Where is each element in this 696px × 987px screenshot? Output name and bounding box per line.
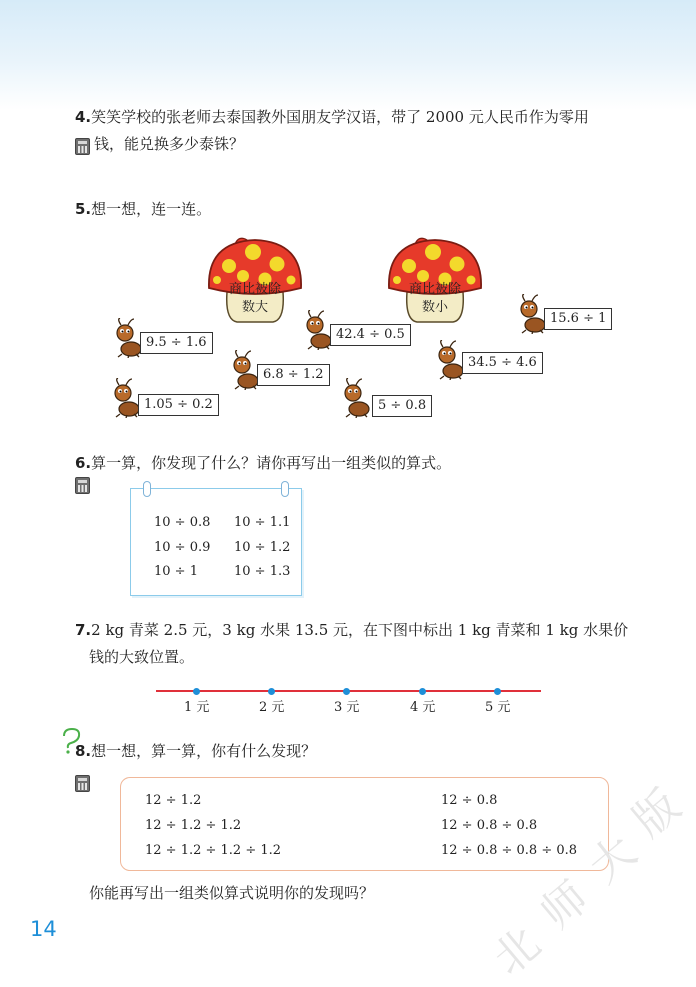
- number-line-point[interactable]: [494, 688, 501, 695]
- q6-expression: 10 ÷ 0.9: [154, 540, 211, 555]
- number-line-point[interactable]: [343, 688, 350, 695]
- calculator-icon: [75, 477, 90, 494]
- mushroom-left-label: 商比被除数大: [228, 282, 281, 315]
- question-8-text: 想一想，算一算，你有什么发现？: [91, 742, 317, 760]
- paper-clip-icon: [143, 481, 151, 497]
- q6-expression: 10 ÷ 1: [154, 564, 198, 579]
- question-8-frame: [120, 777, 609, 871]
- expression-card[interactable]: 5 ÷ 0.8: [372, 395, 432, 417]
- number-line-point[interactable]: [193, 688, 200, 695]
- question-8-title: [75, 738, 316, 765]
- question-4-line-1: [75, 104, 635, 131]
- header-band: [0, 0, 696, 110]
- question-4-text-2: 钱，能兑换多少泰铢？: [94, 135, 245, 153]
- ant-icon: [340, 378, 372, 418]
- calculator-icon: [75, 775, 90, 792]
- watermark-char: 北: [483, 917, 551, 986]
- number-line-label: 5 元: [485, 700, 511, 715]
- mushroom-right-label: 商比被除数小: [408, 282, 461, 315]
- question-8-number: 8.: [75, 742, 92, 760]
- question-7-line-2: [75, 644, 635, 671]
- expression-card[interactable]: 34.5 ÷ 4.6: [462, 352, 543, 374]
- question-8-followup: 你能再写出一组类似算式说明你的发现吗？: [89, 884, 375, 902]
- question-6-text: 算一算，你发现了什么？请你再写出一组类似的算式。: [91, 454, 452, 472]
- question-5-text: 想一想，连一连。: [91, 200, 212, 218]
- q6-expression: 10 ÷ 1.2: [234, 540, 291, 555]
- expression-card[interactable]: 9.5 ÷ 1.6: [140, 332, 213, 354]
- expression-card[interactable]: 6.8 ÷ 1.2: [257, 364, 330, 386]
- question-7: [75, 617, 635, 671]
- question-6-number: 6.: [75, 454, 92, 472]
- expression-card[interactable]: 1.05 ÷ 0.2: [138, 394, 219, 416]
- question-7-number: 7.: [75, 621, 92, 639]
- q8-expression: 12 ÷ 0.8 ÷ 0.8 ÷ 0.8: [441, 843, 578, 858]
- question-4-line-2: [75, 131, 635, 158]
- number-line-label: 1 元: [184, 700, 210, 715]
- number-line-label: 4 元: [410, 700, 436, 715]
- number-line[interactable]: [156, 690, 541, 692]
- paper-clip-icon: [281, 481, 289, 497]
- q6-expression: 10 ÷ 1.3: [234, 564, 291, 579]
- question-4-number: 4.: [75, 108, 92, 126]
- question-4: [75, 104, 635, 158]
- watermark-char: 版: [623, 779, 691, 848]
- pinned-note: [130, 488, 302, 596]
- question-7-line-1: [75, 617, 635, 644]
- number-line-point[interactable]: [268, 688, 275, 695]
- q6-expression: 10 ÷ 0.8: [154, 515, 211, 530]
- question-5-number: 5.: [75, 200, 92, 218]
- question-6-title: [75, 450, 451, 477]
- page-number: 14: [30, 917, 57, 941]
- q8-expression: 12 ÷ 1.2 ÷ 1.2: [145, 818, 242, 833]
- watermark-char: 师: [531, 871, 599, 940]
- question-5-title: [75, 196, 211, 223]
- number-line-label: 3 元: [334, 700, 360, 715]
- watermark-char: 大: [579, 825, 647, 894]
- calculator-icon: [75, 138, 90, 155]
- q8-expression: 12 ÷ 0.8 ÷ 0.8: [441, 818, 538, 833]
- q6-expression: 10 ÷ 1.1: [234, 515, 291, 530]
- expression-card[interactable]: 15.6 ÷ 1: [544, 308, 612, 330]
- question-7-text-2: 钱的大致位置。: [89, 648, 195, 666]
- question-7-text-1: 2 kg 青菜 2.5 元，3 kg 水果 13.5 元，在下图中标出 1 kg 青菜和 1 kg 水果价: [91, 621, 629, 639]
- expression-card[interactable]: 42.4 ÷ 0.5: [330, 324, 411, 346]
- number-line-label: 2 元: [259, 700, 285, 715]
- question-4-text-1: 笑笑学校的张老师去泰国教外国朋友学汉语，带了 2000 元人民币作为零用: [91, 108, 589, 126]
- q8-expression: 12 ÷ 1.2 ÷ 1.2 ÷ 1.2: [145, 843, 282, 858]
- q8-expression: 12 ÷ 0.8: [441, 793, 498, 808]
- q8-expression: 12 ÷ 1.2: [145, 793, 202, 808]
- number-line-point[interactable]: [419, 688, 426, 695]
